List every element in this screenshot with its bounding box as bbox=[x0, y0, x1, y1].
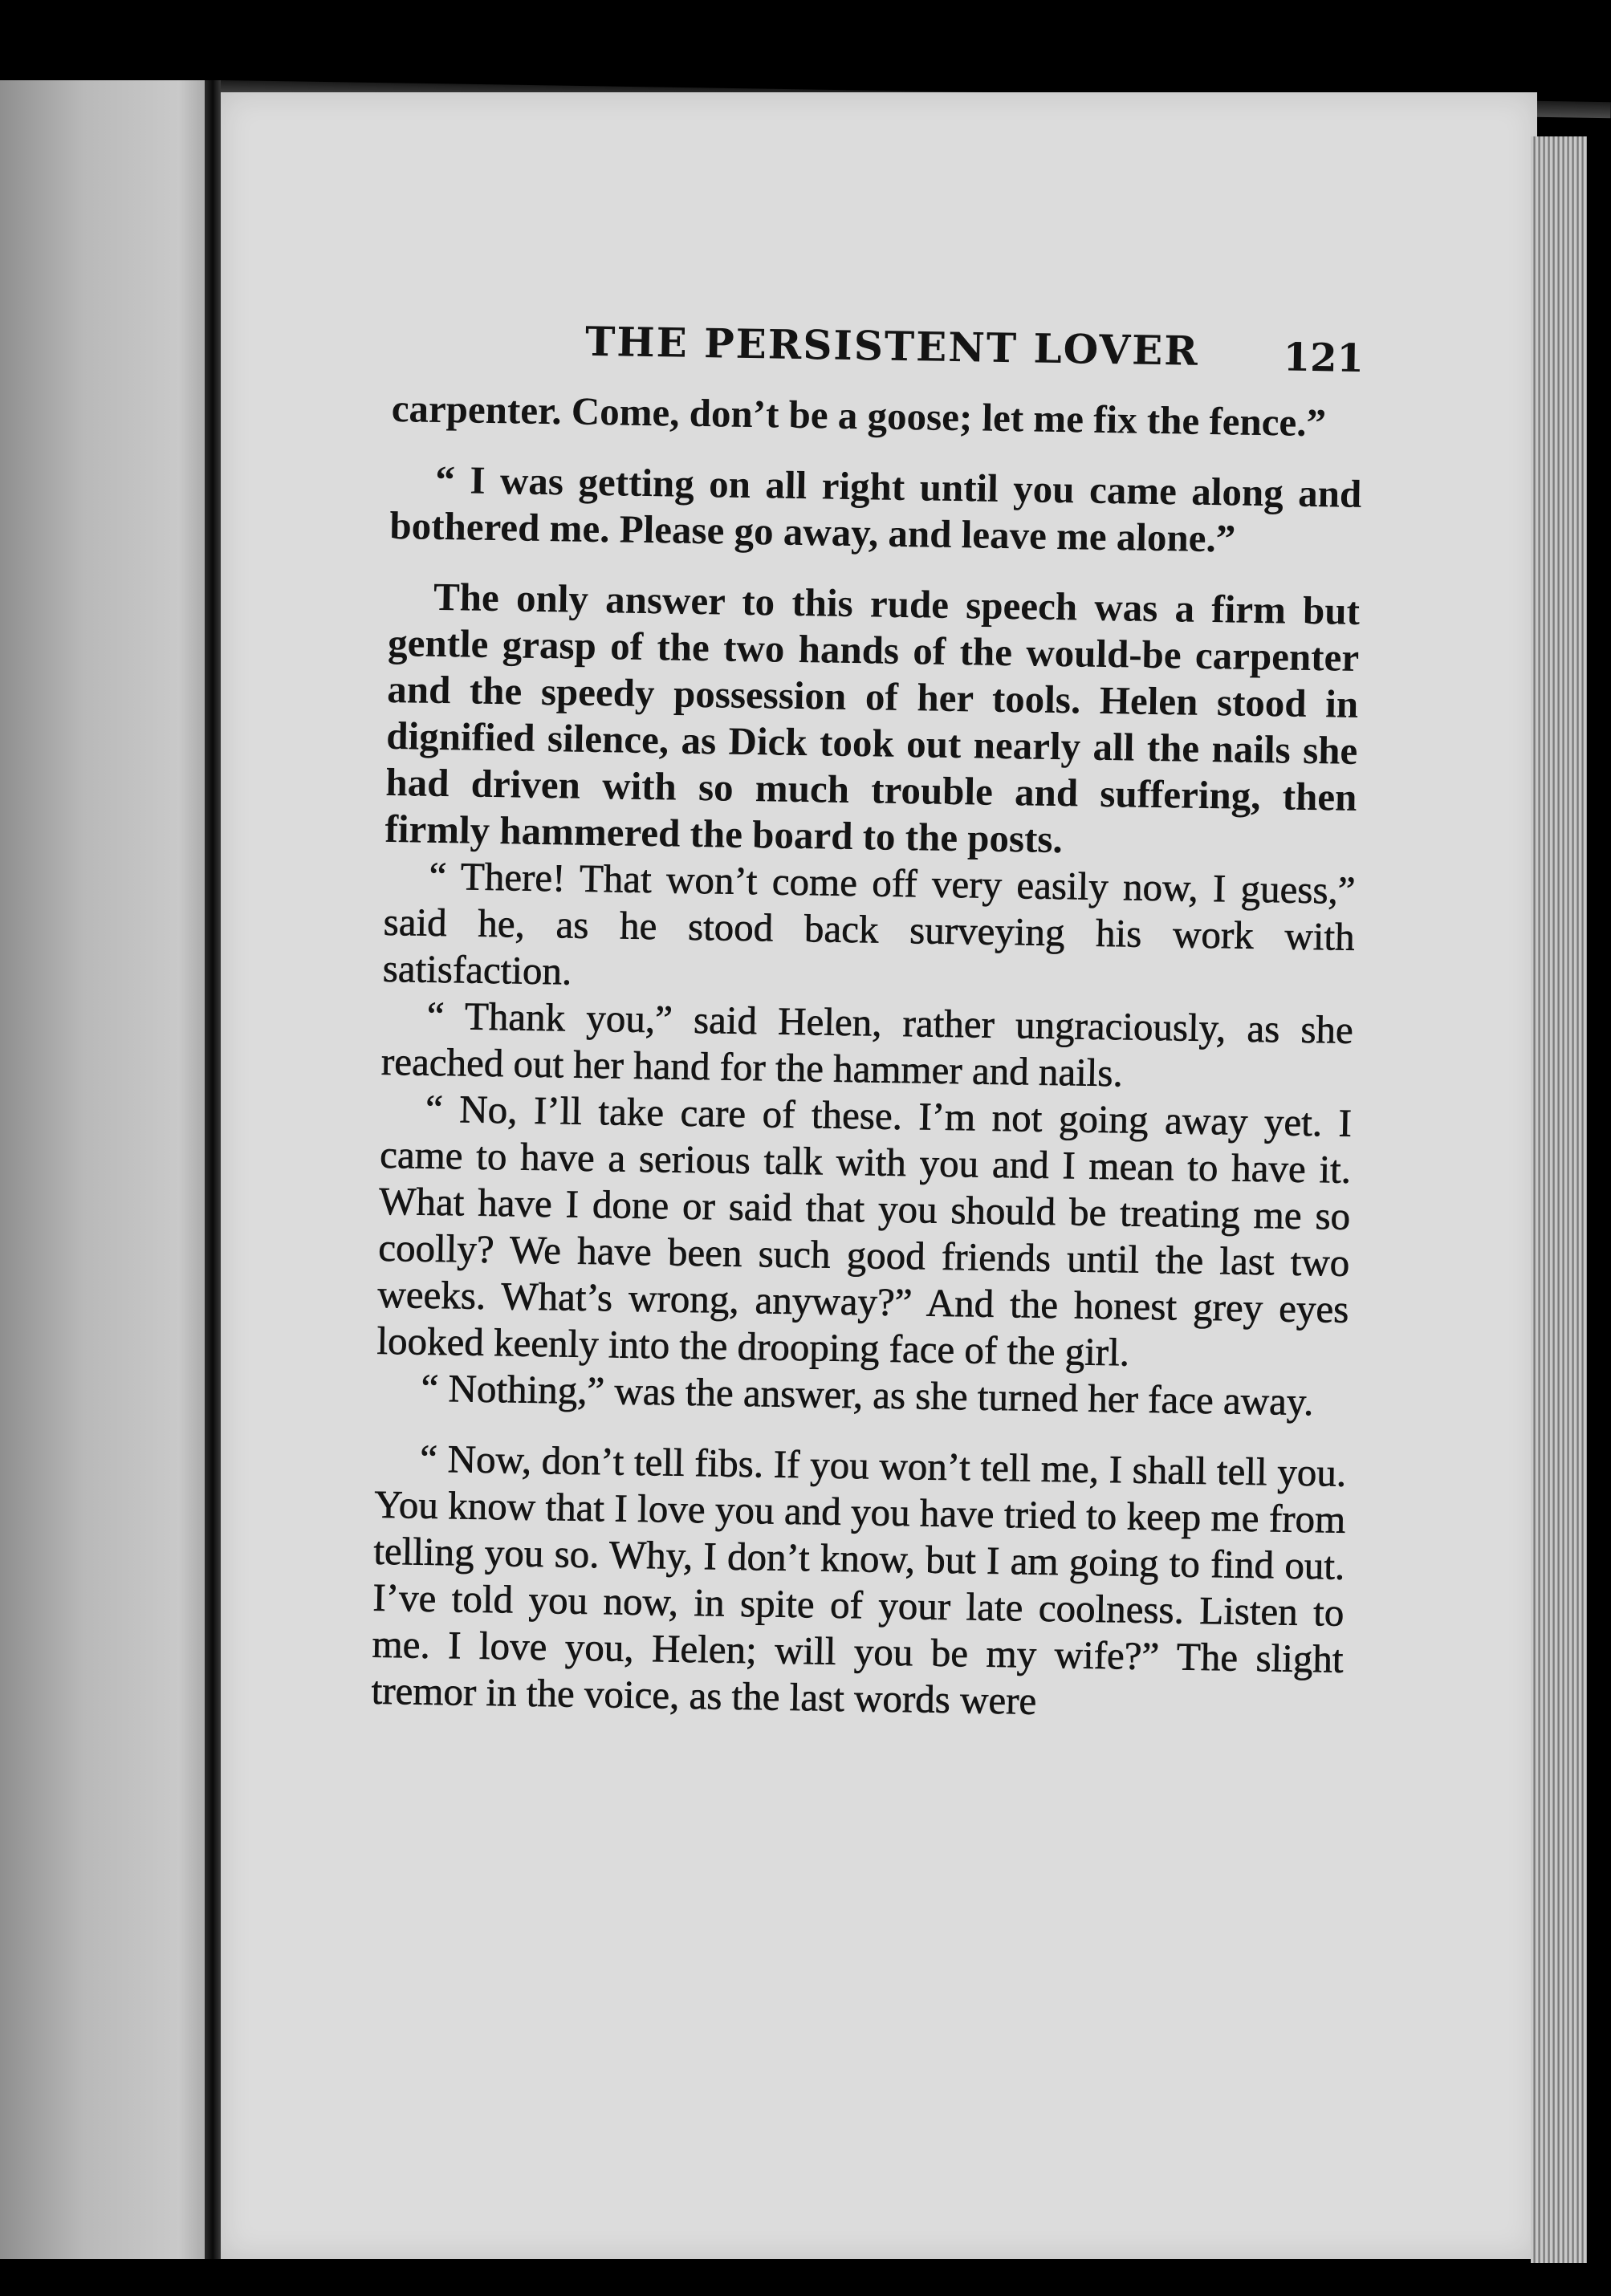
paragraph: carpenter. Come, don’t be a goose; let me fix the fence.” bbox=[391, 385, 1327, 445]
book-gutter bbox=[205, 80, 221, 2259]
page-number: 121 bbox=[1283, 335, 1365, 381]
paragraph: “ There! That won’t come off very easily now, I guess,” said he, as he stood back surveying his work with satisfaction. bbox=[382, 853, 1356, 994]
paragraph: “ Thank you,” said Helen, rather ungraciously, as she reached out her hand for the hammer and nails. bbox=[380, 993, 1354, 1095]
page-header bbox=[392, 297, 1365, 400]
facing-page-edge bbox=[0, 80, 210, 2259]
stacked-page-edges bbox=[1531, 136, 1587, 2263]
running-title: THE PERSISTENT LOVER bbox=[584, 317, 1200, 375]
paragraph: “ Nothing,” was the answer, as she turned her face away. bbox=[421, 1365, 1314, 1424]
paragraph: The only answer to this rude speech was a firm but gentle grasp of the two hands of the would-be carpenter and the speedy possession of her tools. Helen stood in dignified silence, as Dick took out nearly all the nails she had driven with so much trouble and suffering, then firmly hammered the board to the posts. bbox=[384, 574, 1361, 862]
paragraph: “ No, I’ll take care of these. I’m not going away yet. I came to have a serious talk with you and I mean to have it. What have I done or said that you should be treating me so coolly? We have been such good friends until the last two weeks. What’s wrong, anyway?” And the honest grey eyes looked keenly into the drooping face of the girl. bbox=[376, 1086, 1353, 1375]
page-text-block bbox=[371, 297, 1365, 1729]
paragraph: “ Now, don’t tell fibs. If you won’t tell me, I shall tell you. You know that I love you and you have tried to keep me from telling you so. Why, I don’t know, but I am going to find out. I’ve told you now, in spite of your late coolness. Listen to me. I love you, Helen; will you be my wife?” The slight tremor in the voice, as the last words were bbox=[371, 1436, 1347, 1723]
paragraph: “ I was getting on all right until you came along and bothered me. Please go away, and leave me alone.” bbox=[389, 457, 1362, 561]
